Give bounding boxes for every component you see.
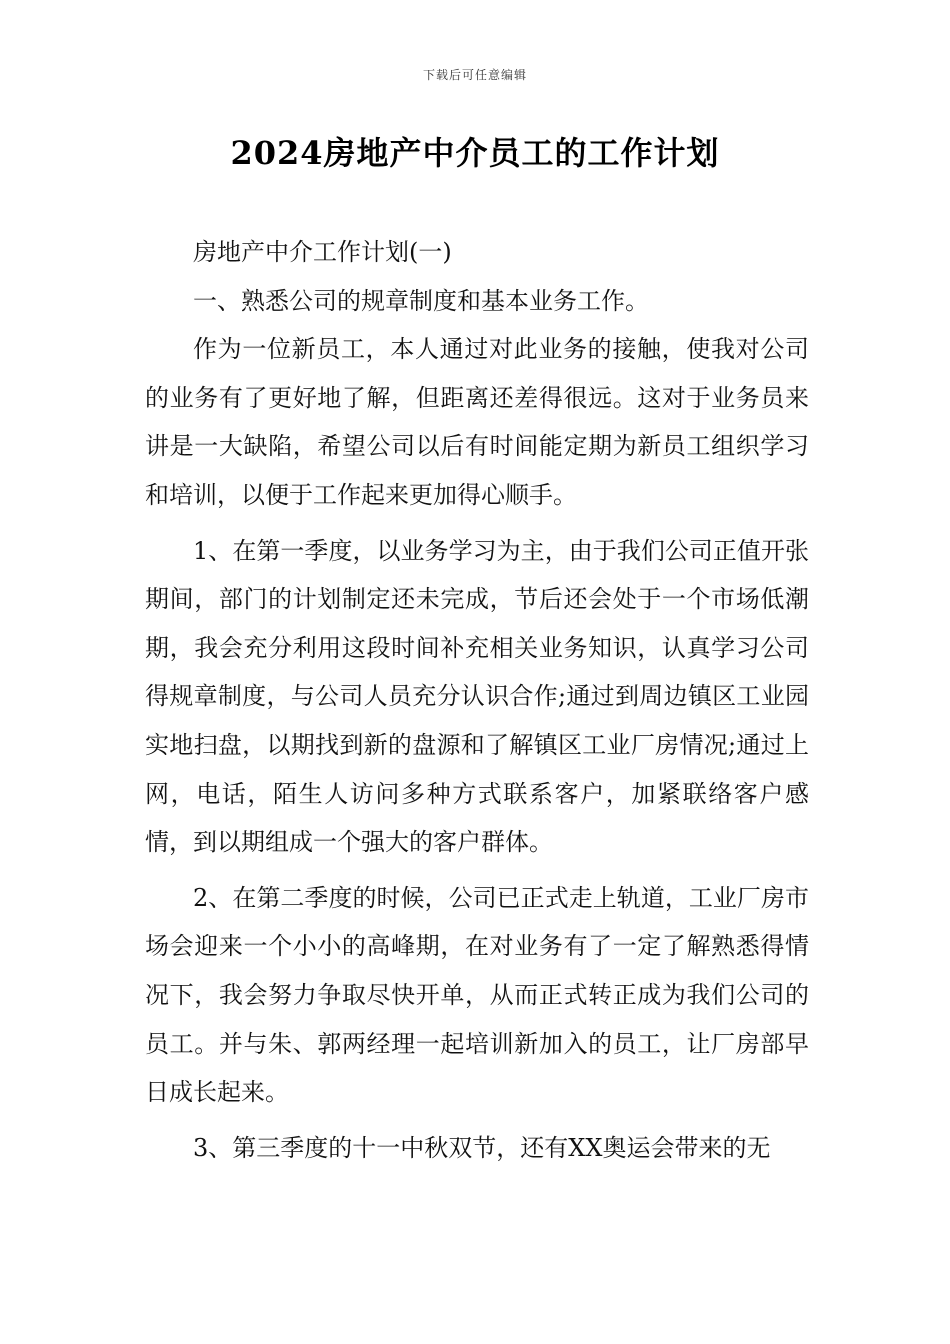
document-title: 2024房地产中介员工的工作计划 xyxy=(230,134,720,172)
paragraph-q3: 3、第三季度的十一中秋双节，还有XX奥运会带来的无 xyxy=(193,1133,771,1162)
header-note: 下载后可任意编辑 xyxy=(422,68,527,82)
plan-subtitle: 房地产中介工作计划(一) xyxy=(193,238,452,266)
section-heading: 一、熟悉公司的规章制度和基本业务工作。 xyxy=(193,286,649,315)
document-body xyxy=(145,228,809,1172)
paragraph-q1: 1、在第一季度，以业务学习为主，由于我们公司正值开张期间，部门的计划制定还未完成，节后还会处于一个市场低潮期，我会充分利用这段时间补充相关业务知识，认真学习公司得规章制度，与公司人员充分认识合作;通过到周边镇区工业园实地扫盘，以期找到新的盘源和了解镇区工业厂房情况;通过上网，电话，陌生人访问多种方式联系客户，加紧联络客户感情，到以期组成一个强大的客户群体。 xyxy=(145,536,809,857)
paragraph-q2: 2、在第二季度的时候，公司已正式走上轨道，工业厂房市场会迎来一个小小的高峰期，在对业务有了一定了解熟悉得情况下，我会努力争取尽快开单，从而正式转正成为我们公司的员工。并与朱、郭两经理一起培训新加入的员工，让厂房部早日成长起来。 xyxy=(145,883,809,1107)
paragraph-intro: 作为一位新员工，本人通过对此业务的接触，使我对公司的业务有了更好地了解，但距离还差得很远。这对于业务员来讲是一大缺陷，希望公司以后有时间能定期为新员工组织学习和培训，以便于工作起来更加得心顺手。 xyxy=(145,335,809,509)
